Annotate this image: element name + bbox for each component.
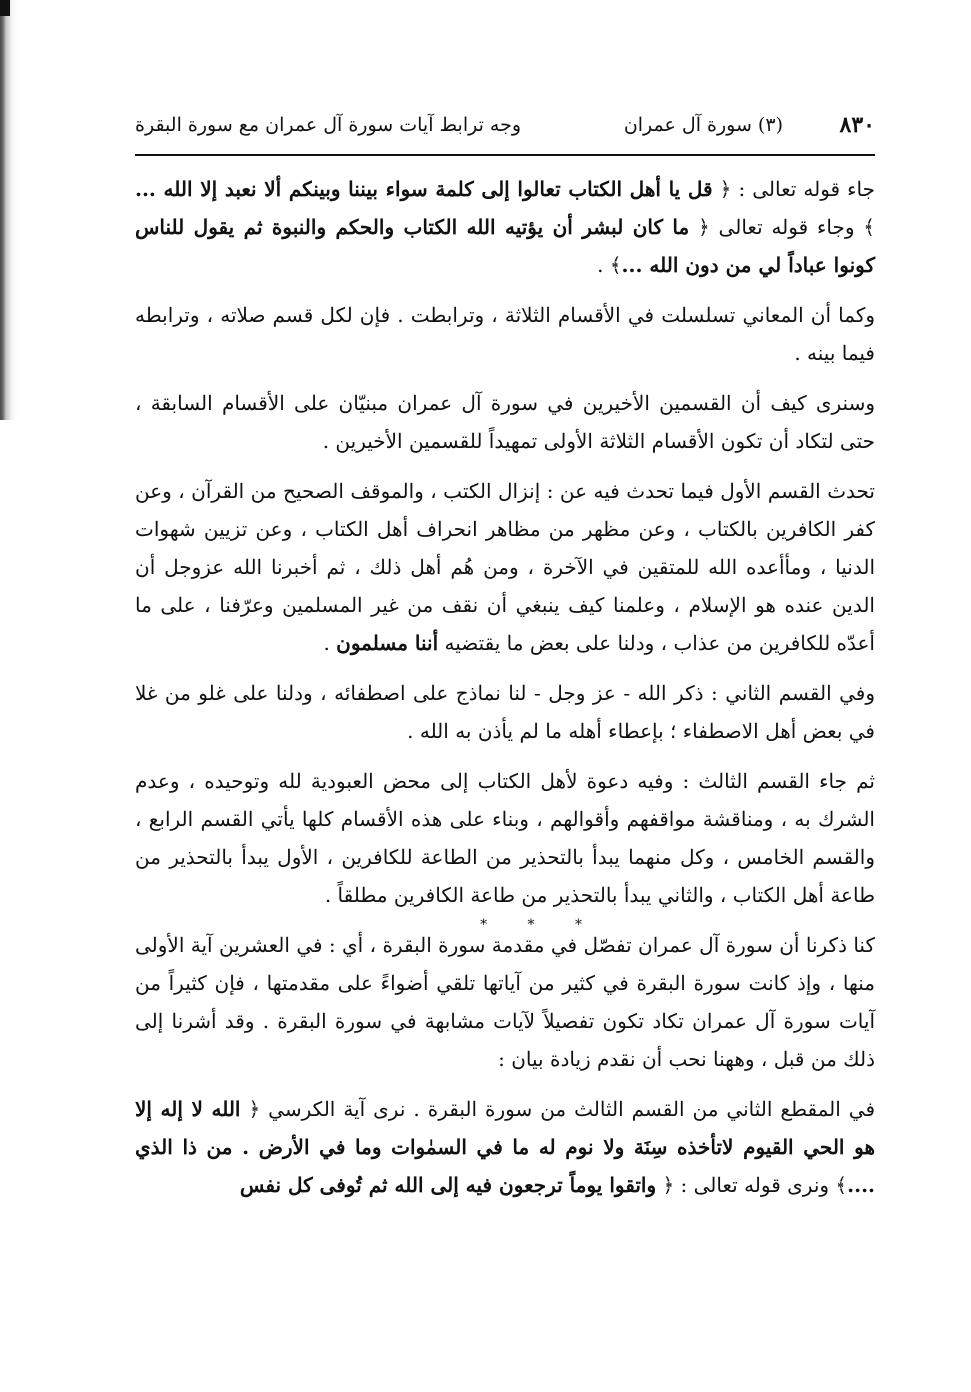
paragraph-4 [135,472,875,662]
quoted-verse: أننا مسلمون [336,631,439,655]
text-run: ثم جاء القسم الثالث : وفيه دعوة لأهل الكتاب إلى محض العبودية لله وتوحيده ، وعدم الشرك به ، ومناقشة مواقفهم وأقوالهم ، وبناء على هذه الأقسام كلها يأتي القسم الرابع ، والقسم الخامس ، وكل منهما يبدأ بالتحذير من الطاعة للكافرين ، الأول يبدأ بالتحذير من طاعة أهل الكتاب ، والثاني يبدأ بالتحذير من طاعة الكافرين مطلقاً . [135,769,875,907]
ornate-bracket: ﴾ . [597,253,622,277]
text-run: وفي القسم الثاني : ذكر الله - عز وجل - لنا نماذج على اصطفائه ، ودلنا على غلو من غلا في بعض أهل الاصطفاء ؛ بإعطاء أهله ما لم يأذن به الله . [135,681,875,743]
page-body [135,170,875,1216]
section-title: وجه ترابط آيات سورة آل عمران مع سورة البقرة [135,114,522,136]
text-run: وكما أن المعاني تسلسلت في الأقسام الثلاثة ، وترابطت . فإن لكل قسم صلاته ، وترابطه فيما بينه . [135,303,875,365]
paragraph-6 [135,762,875,914]
text-run: كنا ذكرنا أن سورة آل عمران تفصّل في مقدمة سورة البقرة ، أي : في العشرين آية الأولى منها ، وإذ كانت سورة البقرة في كثير من آياتها تلقي أضواءً على مقدمتها ، فإن كثيراً من آيات سورة آل عمران تكاد تكون تفصيلاً لآيات مشابهة في سورة البقرة . وقد أشرنا إلى ذلك من قبل ، وههنا نحب أن نقدم زيادة بيان : [135,933,875,1071]
text-run: تحدث القسم الأول فيما تحدث فيه عن : إنزال الكتب ، والموقف الصحيح من القرآن ، وعن كفر الكافرين بالكتاب ، وعن مظهر من مظاهر انحراف أهل الكتاب ، وعن تزيين شهوات الدنيا ، ومأأعده الله للمتقين في الآخرة ، ومن هُم أهل ذلك ، ثم أخبرنا الله عزوجل أن الدين عنده هو الإسلام ، وعلمنا كيف ينبغي أن نقف من غير المسلمين وعرّفنا ، على ما أعدّه للكافرين من عذاب ، ودلنا على بعض ما يقتضيه [135,479,875,655]
text-run: في المقطع الثاني من القسم الثالث من سورة البقرة . نرى آية الكرسي [260,1097,876,1121]
text-run: وجاء قوله تعالى [709,215,864,239]
paragraph-2 [135,296,875,372]
paragraph-1 [135,170,875,284]
header-rule [135,154,875,156]
ornate-bracket: ﴿ [712,177,732,201]
ornate-bracket: ﴿ [240,1097,261,1121]
page-number: ٨٣٠ [839,112,875,138]
scan-edge-shadow [0,0,18,420]
ornate-bracket: ﴾ [863,215,875,239]
paragraph-8 [135,1090,875,1204]
paragraph-3 [135,384,875,460]
ornate-bracket: ﴾ [835,1173,848,1197]
page-header [135,112,875,154]
text-run: جاء قوله تعالى : [731,177,876,201]
quoted-verse: الله لا إله إلا هو الحي القيوم لاتأخذه سِنَة ولا نوم له ما في السمٰوات وما في الأرض . من ذا الذي .... [135,1097,875,1197]
text-run: . [323,631,337,655]
paragraph-5 [135,674,875,750]
scan-edge-tip [0,0,10,16]
quoted-verse: واتقوا يوماً ترجعون فيه إلى الله ثم تُوفى كل نفس [239,1173,657,1197]
surah-label: (٣) سورة آل عمران [623,114,783,136]
text-run: ونرى قوله تعالى : [674,1173,836,1197]
paragraph-7 [135,926,875,1078]
quoted-verse: قل يا أهل الكتاب تعالوا إلى كلمة سواء بيننا وبينكم ألا نعبد إلا الله ... [135,177,713,201]
text-run: وسنرى كيف أن القسمين الأخيرين في سورة آل عمران مبنيّان على الأقسام السابقة ، حتى لتكاد أن تكون الأقسام الثلاثة الأولى تمهيداً للقسمين الأخيرين . [135,391,875,453]
ornate-bracket: ﴿ [656,1173,675,1197]
separator-stars: * * * [480,917,600,933]
quoted-verse: ما كان لبشر أن يؤتيه الله الكتاب والحكم والنبوة ثم يقول للناس كونوا عباداً لي من دون الله ... [135,215,875,277]
ornate-bracket: ﴿ [689,215,710,239]
